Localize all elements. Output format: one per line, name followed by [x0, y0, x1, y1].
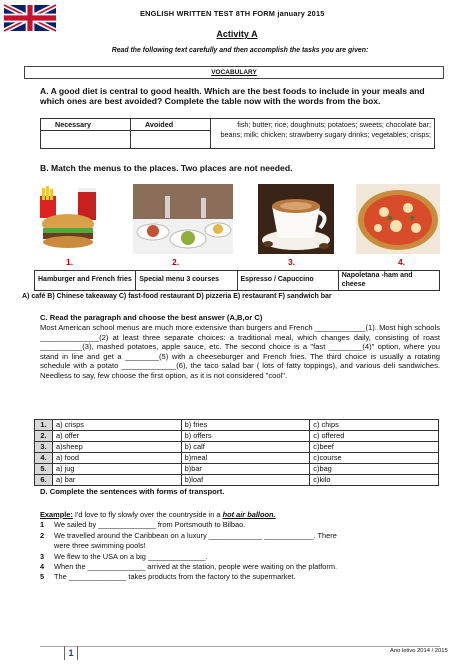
- transport-sentences: [40, 510, 445, 583]
- option-c[interactable]: c)kilo: [310, 475, 439, 486]
- menu-1: Hamburger and French fries: [35, 271, 136, 291]
- necessary-answer-cell[interactable]: [41, 131, 131, 149]
- menu-number-2: 2.: [172, 257, 180, 267]
- sentence-number: 3: [40, 551, 45, 561]
- col-necessary: Necessary: [41, 119, 131, 131]
- test-title: ENGLISH WRITTEN TEST 8TH FORM january 2015: [140, 9, 325, 18]
- option-c[interactable]: c)bag: [310, 464, 439, 475]
- option-b[interactable]: b)bar: [181, 464, 310, 475]
- option-a[interactable]: a) crisps: [52, 420, 181, 431]
- menu-number-1: 1.: [66, 257, 74, 267]
- menu-number-4: 4.: [398, 257, 406, 267]
- answer-number: 6.: [35, 475, 53, 486]
- answer-number: 2.: [35, 431, 53, 442]
- sentence-row: [40, 552, 445, 562]
- option-b[interactable]: b) calf: [181, 442, 310, 453]
- coffee-cup-image: [258, 184, 334, 254]
- sentence-text[interactable]: We travelled around the Caribbean on a luxury _____________ ____________. There: [54, 530, 337, 540]
- uk-flag-icon: [4, 4, 56, 32]
- sentence-row: [40, 572, 445, 582]
- option-b[interactable]: b) fries: [181, 420, 310, 431]
- sentence-row: [40, 520, 445, 530]
- answer-number: 5.: [35, 464, 53, 475]
- example-text: I'd love to fly slowly over the countryside in a: [72, 510, 223, 519]
- sentence-text[interactable]: When the ______________ arrived at the station, people were waiting on the platform.: [54, 562, 338, 572]
- option-c[interactable]: c) offered: [310, 431, 439, 442]
- sentence-number: 4: [40, 562, 45, 572]
- answers-table: [34, 419, 439, 486]
- sentence-row: [40, 562, 445, 572]
- option-a[interactable]: a) bar: [52, 475, 181, 486]
- answer-row: [35, 442, 439, 453]
- option-c[interactable]: c)course: [310, 453, 439, 464]
- answer-row: [35, 431, 439, 442]
- question-a: A. A good diet is central to good health. Which are the best foods to include in your meals and which ones are best avoided? Complete the table now with the words from the box.: [40, 86, 425, 106]
- col-avoided: Avoided: [131, 119, 211, 131]
- pizza-image: [356, 184, 440, 254]
- example-row: [40, 510, 445, 520]
- answer-row: [35, 475, 439, 486]
- footer-divider: [40, 646, 440, 647]
- answer-number: 3.: [35, 442, 53, 453]
- restaurant-table-image: [133, 184, 233, 254]
- option-c[interactable]: c)beef: [310, 442, 439, 453]
- option-a[interactable]: a)sheep: [52, 442, 181, 453]
- sentence-row: [40, 541, 445, 551]
- answer-number: 1.: [35, 420, 53, 431]
- vocabulary-banner: VOCABULARY: [24, 66, 444, 79]
- option-a[interactable]: a) food: [52, 453, 181, 464]
- sentence-text: were three swimming pools!: [54, 541, 146, 551]
- option-a[interactable]: a) offer: [52, 431, 181, 442]
- sentence-number: 5: [40, 572, 45, 582]
- places-list: A) café B) Chinese takeaway C) fast-food restaurant D) pizzeria E) restaurant F) sandwich bar: [22, 293, 332, 300]
- answer-row: [35, 420, 439, 431]
- option-a[interactable]: a) jug: [52, 464, 181, 475]
- example-label: Example:: [40, 510, 73, 519]
- sentence-text[interactable]: We flew to the USA on a big ______________.: [54, 551, 208, 561]
- reading-paragraph: Most American school menus are much more extensive than burgers and French ____________(1). Most high schools ______________(2) at least three separate choices: a traditional meal, which changes daily, consisting of roast __________(3), mashed potatoes, apple sauce, etc. The second choice is a "fast ________(4)" option, where you stand in line and get a ________(5) with a cheeseburger and French fries. The third choice is usually a rotating schedule with a potato _____________(6), the taco salad bar ( lots of fatty toppings), and various deli sandwiches. Needless to say, few choose the first option, as it is not considered "cool".: [40, 323, 440, 380]
- question-b: B. Match the menus to the places. Two places are not needed.: [40, 163, 293, 173]
- page-number: 1: [64, 646, 78, 660]
- sentence-number: 1: [40, 520, 45, 530]
- question-d: D. Complete the sentences with forms of transport.: [40, 487, 225, 496]
- sentence-text[interactable]: We sailed by ______________ from Portsmouth to Bilbao.: [54, 520, 246, 530]
- question-c: C. Read the paragraph and choose the best answer (A,B,or C): [40, 313, 263, 322]
- answer-number: 4.: [35, 453, 53, 464]
- menu-3: Espresso / Capuccino: [237, 271, 338, 291]
- menu-2: Special menu 3 courses: [136, 271, 237, 291]
- example-line: [40, 510, 276, 520]
- fast-food-image: [34, 184, 106, 254]
- option-b[interactable]: b) offers: [181, 431, 310, 442]
- school-year: Ano letivo 2014 / 2015: [390, 648, 448, 654]
- example-answer: hot air balloon.: [222, 510, 276, 519]
- sentence-text[interactable]: The ______________ takes products from the factory to the supermarket.: [54, 572, 296, 582]
- menus-table: [34, 270, 440, 291]
- activity-heading: Activity A: [216, 29, 258, 39]
- menu-number-3: 3.: [288, 257, 296, 267]
- answer-row: [35, 464, 439, 475]
- option-b[interactable]: b)loaf: [181, 475, 310, 486]
- word-box: fish; butter; rice; doughnuts; potatoes; sweets; chocolate bar; beans; milk; chicken; strawberry sugary drinks; vegetables; crisps;: [211, 119, 435, 149]
- avoided-answer-cell[interactable]: [131, 131, 211, 149]
- diet-table: [40, 118, 435, 149]
- instructions: Read the following text carefully and then accomplish the tasks you are given:: [111, 47, 369, 54]
- sentence-row: [40, 531, 445, 541]
- option-b[interactable]: b)meal: [181, 453, 310, 464]
- sentence-number: 2: [40, 530, 45, 540]
- answer-row: [35, 453, 439, 464]
- menu-4: Napoletana -ham and cheese: [338, 271, 439, 291]
- option-c[interactable]: c) chips: [310, 420, 439, 431]
- sentence-number: [40, 541, 54, 551]
